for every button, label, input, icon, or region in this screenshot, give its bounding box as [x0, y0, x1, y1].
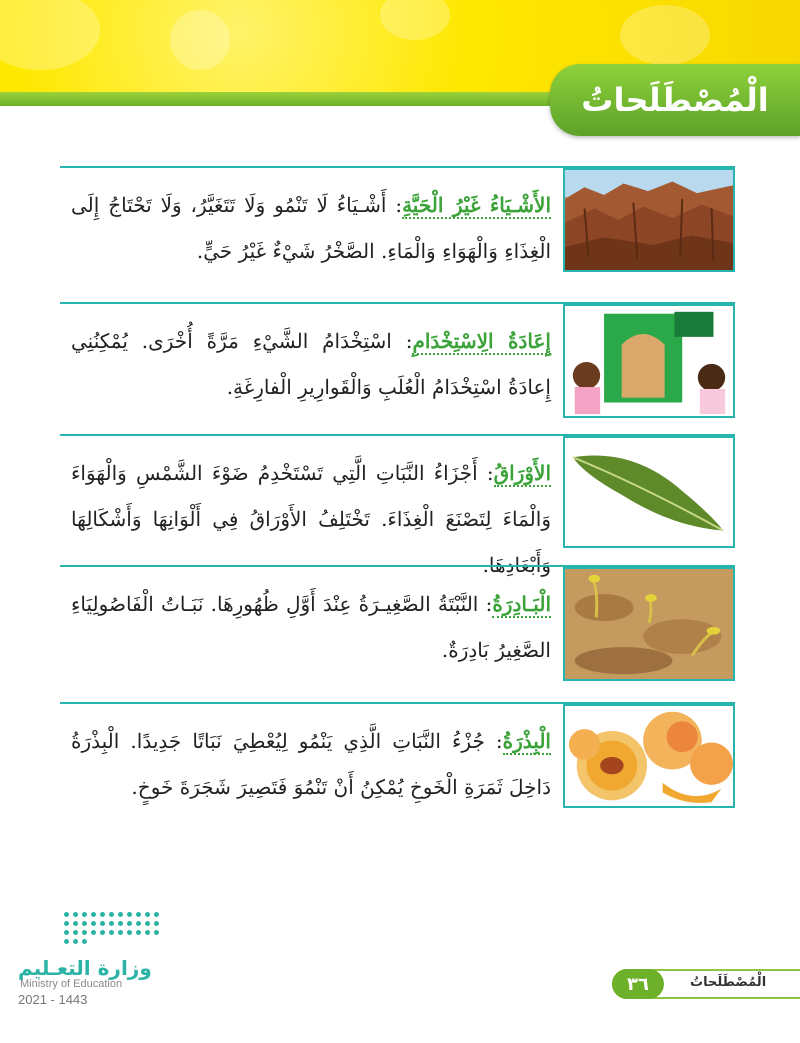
ministry-logo [18, 912, 168, 944]
footer-section-label: الْمُصْطَلَحاتُ [690, 975, 767, 990]
entry-text [71, 182, 551, 274]
peaches-image [563, 704, 735, 808]
edition-years: 2021 - 1443 [18, 992, 88, 1007]
entry-term: الأَوْرَاقُ [493, 461, 551, 485]
leaf-image [563, 436, 735, 548]
glossary-entry [60, 302, 735, 422]
entry-term: الْبِذْرَةُ [502, 729, 551, 753]
seedlings-image [563, 567, 735, 681]
entry-text [71, 581, 551, 673]
entry-definition: : جُزْءُ النَّبَاتِ الَّذِي يَنْمُو لِيُعْطِيَ نَبَاتًا جَدِيدًا. الْبِذْرَةُ دَاخِلَ ثَمَرَةِ الْخَوخِ يُمْكِنُ أَنْ تَنْمُوَ فَتَصِيرَ شَجَرَةَ خَوخٍ. [71, 729, 551, 799]
entry-definition: : أَشْـيَاءُ لَا تَنْمُو وَلَا تَتَغَيَّرُ، وَلَا تَحْتَاجُ إِلَى الْغِذَاءِ وَالْهَوَاءِ وَالْمَاءِ. الصَّخْرُ شَيْءٌ غَيْرُ حَيٍّ. [71, 193, 551, 263]
glossary-entry [60, 702, 735, 822]
page-number: ٣٦ [612, 969, 664, 999]
glossary-entry [60, 434, 735, 577]
entry-definition: : أَجْزَاءُ النَّبَاتِ الَّتِي تَسْتَخْدِمُ ضَوْءَ الشَّمْسِ وَالْهَوَاءَ وَالْمَاءَ لِتَصْنَعَ الْغِذَاءَ. تَخْتَلِفُ الأَوْرَاقُ فِي أَلْوَانِهَا وَأَشْكَالِهَا وَأَبْعَادِهَا. [71, 461, 551, 577]
glossary-entry [60, 166, 735, 286]
logo-dots-icon [64, 912, 160, 944]
girls-crafting-image [563, 304, 735, 418]
title-tab [550, 64, 800, 136]
glossary-entry [60, 565, 735, 685]
ministry-name-english: Ministry of Education [20, 978, 123, 990]
entry-term: إِعَادَةُ الِاسْتِخْدَامِ [412, 329, 551, 353]
entry-term: الْبَـادِرَةُ [492, 592, 551, 616]
rocks-image [563, 168, 735, 272]
entry-text [71, 718, 551, 810]
entry-definition: : النَّبْتَةُ الصَّغِيـرَةُ عِنْدَ أَوَّلِ ظُهُورِهَا. نَبَـاتُ الْفَاصُولِيَاءِ الصَّغِيرُ بَادِرَةٌ. [71, 592, 551, 662]
page-title: الْمُصْطَلَحاتُ [581, 81, 769, 119]
entry-definition: : اسْتِخْدَامُ الشَّيْءِ مَرَّةً أُخْرَى. يُمْكِنُنِي إِعادَةُ اسْتِخْدَامُ الْعُلَبِ وَالْقَوارِيرِ الْفارِغَةِ. [71, 329, 551, 399]
entry-term: الأَشْـيَاءُ غَيْرُ الْحَيَّةِ [402, 193, 551, 217]
ministry-name-arabic: وزارة التعـليم [18, 956, 152, 980]
entry-text [71, 318, 551, 410]
